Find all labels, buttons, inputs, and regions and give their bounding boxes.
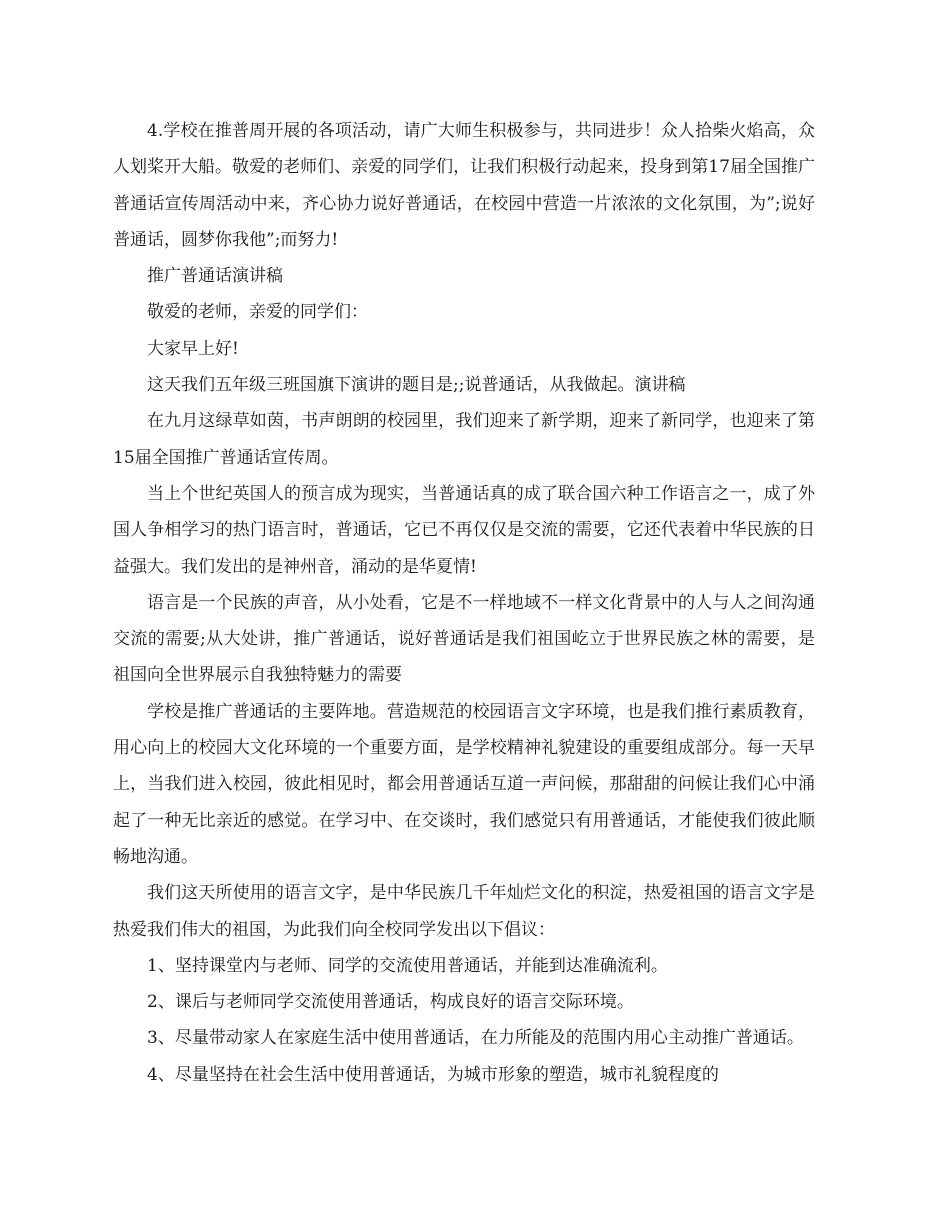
speech-title: 推广普通话演讲稿 — [147, 266, 283, 287]
paragraph-school-base: 学校是推广普通话的主要阵地。营造规范的校园语言文字环境，也是我们推行素质教育，用心向上的校园大文化环境的一个重要方面，是学校精神礼貌建设的重要组成部分。每一天早上，当我们进入校园，彼此相见时，都会用普通话互道一声问候，那甜甜的问候让我们心中涌起了一种无比亲近的感觉。在学习中、在交谈时，我们感觉只有用普通话，才能使我们彼此顺畅地沟通。 — [113, 701, 815, 867]
paragraph-initiative: 我们这天所使用的语言文字，是中华民族几千年灿烂文化的积淀，热爱祖国的语言文字是热爱我们伟大的祖国，为此我们向全校同学发出以下倡议： — [113, 883, 815, 940]
list-item-1: 1、坚持课堂内与老师、同学的交流使用普通话，并能到达准确流利。 — [147, 955, 668, 976]
paragraph-topic: 这天我们五年级三班国旗下演讲的题目是;;说普通话，从我做起。演讲稿 — [147, 375, 686, 396]
salutation: 敬爱的老师，亲爱的同学们： — [147, 302, 368, 323]
paragraph-september: 在九月这绿草如茵，书声朗朗的校园里，我们迎来了新学期，迎来了新同学，也迎来了第15届全国推广普通话宣传周。 — [113, 411, 815, 468]
list-item-4: 4、尽量坚持在社会生活中使用普通话，为城市形象的塑造，城市礼貌程度的 — [147, 1064, 719, 1085]
document-body — [113, 113, 815, 1093]
paragraph-prophecy: 当上个世纪英国人的预言成为现实，当普通话真的成了联合国六种工作语言之一，成了外国人争相学习的热门语言时，普通话，它已不再仅仅是交流的需要，它还代表着中华民族的日益强大。我们发出的是神州音，涌动的是华夏情! — [113, 483, 815, 577]
paragraph-activities: 4.学校在推普周开展的各项活动，请广大师生积极参与，共同进步！众人拾柴火焰高，众人划桨开大船。敬爱的老师们、亲爱的同学们，让我们积极行动起来，投身到第17届全国推广普通话宣传周活动中来，齐心协力说好普通话，在校园中营造一片浓浓的文化氛围，为”;说好普通话，圆梦你我他”;而努力! — [113, 121, 815, 250]
list-item-2: 2、课后与老师同学交流使用普通话，构成良好的语言交际环境。 — [147, 992, 634, 1013]
list-item-3: 3、尽量带动家人在家庭生活中使用普通话，在力所能及的范围内用心主动推广普通话。 — [147, 1028, 804, 1049]
greeting: 大家早上好! — [147, 338, 239, 359]
paragraph-language-voice: 语言是一个民族的声音，从小处看，它是不一样地域不一样文化背景中的人与人之间沟通交流的需要;从大处讲，推广普通话，说好普通话是我们祖国屹立于世界民族之林的需要，是祖国向全世界展示自我独特魅力的需要 — [113, 592, 815, 686]
